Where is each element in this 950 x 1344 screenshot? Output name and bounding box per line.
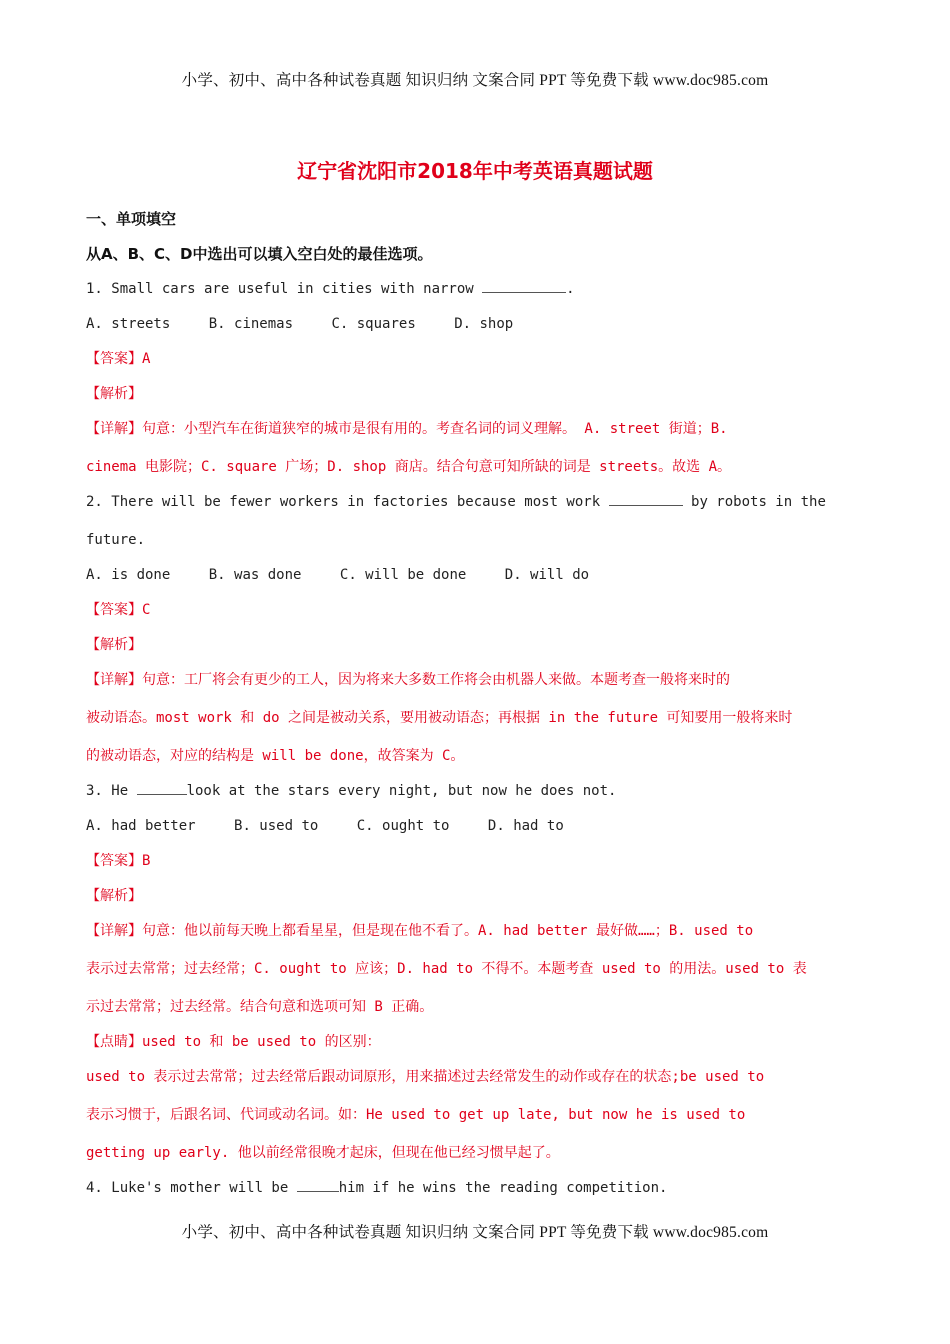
option-b: B. was done (208, 567, 302, 583)
question-2-analysis-label: 【解析】 (86, 637, 142, 653)
question-3-detail: 表示过去常常；过去经常；C. ought to 应该；D. had to 不得不。本题考查 used to 的用法。used to 表 (86, 961, 807, 977)
stem-text: by robots in the (682, 494, 826, 510)
question-1-detail: 【详解】句意：小型汽车在街道狭窄的城市是很有用的。考查名词的词义理解。 A. street 街道；B. (86, 421, 728, 437)
option-c: C. will be done (339, 567, 467, 583)
stem-text: 2. There will be fewer workers in factories because most work (86, 494, 609, 510)
stem-text: 3. He (86, 783, 137, 799)
stem-text: 1. Small cars are useful in cities with narrow (86, 281, 483, 297)
option-d: D. had to (487, 818, 564, 834)
question-3-answer: 【答案】B (86, 853, 151, 869)
question-1-detail: cinema 电影院；C. square 广场；D. shop 商店。结合句意可知所缺的词是 streets。故选 A。 (86, 459, 732, 475)
stem-text: . (566, 281, 575, 297)
header-banner: 小学、初中、高中各种试卷真题 知识归纳 文案合同 PPT 等免费下载 www.doc985.com (181, 72, 769, 89)
question-2-options (86, 561, 871, 596)
question-4-stem (86, 1174, 871, 1209)
answer-blank (609, 491, 683, 506)
option-b: B. cinemas (208, 316, 294, 332)
option-c: C. ought to (356, 818, 450, 834)
question-1-answer: 【答案】A (86, 351, 151, 367)
question-3-stem (86, 777, 871, 812)
question-3-tip: 【点睛】used to 和 be used to 的区别： (86, 1034, 381, 1050)
question-2-detail: 的被动语态，对应的结构是 will be done，故答案为 C。 (86, 748, 465, 764)
answer-blank (137, 780, 187, 795)
question-2-detail: 【详解】句意：工厂将会有更少的工人，因为将来大多数工作将会由机器人来做。本题考查一般将来时的 (86, 672, 730, 688)
question-3-detail: 【详解】句意：他以前每天晚上都看星星，但是现在他不看了。A. had better 最好做……；B. used to (86, 923, 754, 939)
question-3-tip: 表示习惯于，后跟名词、代词或动名词。如：He used to get up late, but now he is used to (86, 1107, 746, 1123)
option-a: A. is done (86, 567, 171, 583)
answer-blank (482, 278, 566, 293)
option-d: D. will do (504, 567, 590, 583)
question-2-stem-cont: future. (86, 532, 146, 548)
stem-text: him if he wins the reading competition. (338, 1180, 668, 1196)
question-3-options (86, 812, 871, 847)
option-a: A. had better (86, 818, 196, 834)
question-2-detail: 被动语态。most work 和 do 之间是被动关系，要用被动语态；再根据 in the future 可知要用一般将来时 (86, 710, 793, 726)
option-a: A. streets (86, 316, 171, 332)
document-body (86, 205, 871, 1209)
answer-blank (297, 1177, 339, 1192)
option-b: B. used to (234, 818, 319, 834)
option-c: C. squares (331, 316, 416, 332)
question-3-tip: getting up early. 他以前经常很晚才起床，但现在他已经习惯早起了。 (86, 1145, 560, 1161)
question-3-analysis-label: 【解析】 (86, 888, 142, 904)
question-1-options (86, 310, 871, 345)
question-2-answer: 【答案】C (86, 602, 151, 618)
question-1-analysis-label: 【解析】 (86, 386, 142, 402)
question-3-detail: 示过去常常；过去经常。结合句意和选项可知 B 正确。 (86, 999, 434, 1015)
question-2-stem (86, 488, 871, 526)
option-d: D. shop (454, 316, 514, 332)
question-1-stem (86, 275, 871, 310)
page-title: 辽宁省沈阳市2018年中考英语真题试题 (297, 159, 653, 183)
stem-text: look at the stars every night, but now he does not. (186, 783, 617, 799)
stem-text: 4. Luke's mother will be (86, 1180, 297, 1196)
section-instruction: 从A、B、C、D中选出可以填入空白处的最佳选项。 (86, 245, 433, 263)
section-heading: 一、单项填空 (86, 210, 177, 228)
question-3-tip: used to 表示过去常常；过去经常后跟动词原形，用来描述过去经常发生的动作或存在的状态;be used to (86, 1069, 765, 1085)
footer-banner: 小学、初中、高中各种试卷真题 知识归纳 文案合同 PPT 等免费下载 www.doc985.com (181, 1224, 769, 1241)
